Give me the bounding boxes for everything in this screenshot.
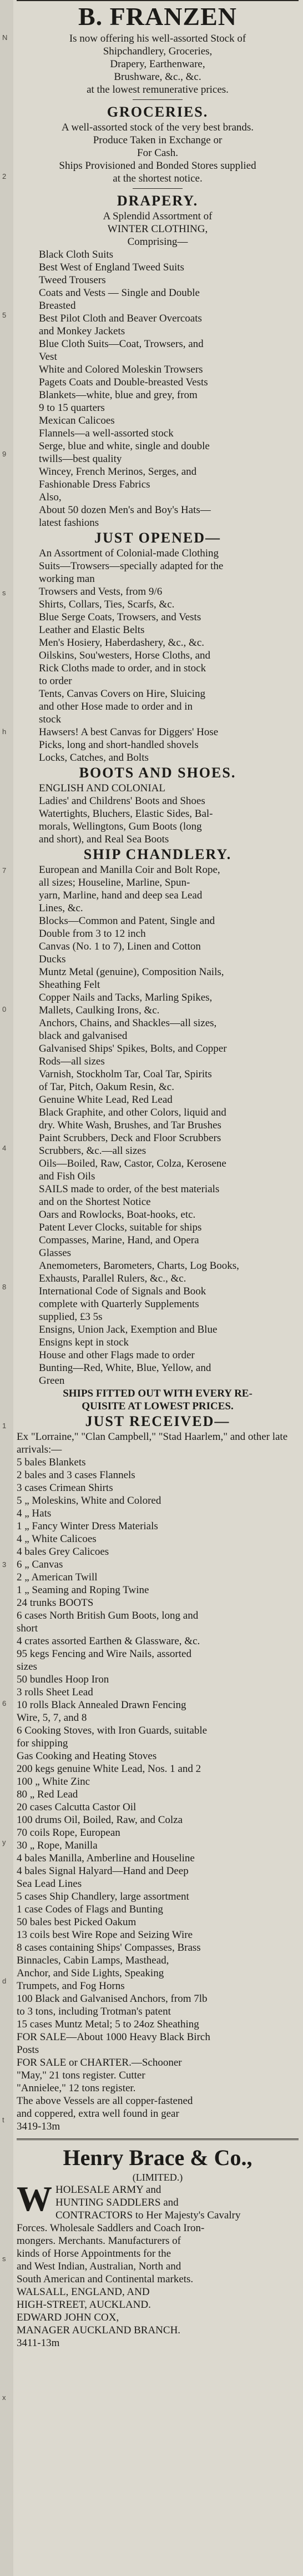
- received-item: 8 cases containing Ships' Compasses, Brass: [17, 1942, 201, 1954]
- chandlery-item: Glasses: [39, 1247, 72, 1259]
- intro-line: Brushware, &c., &c.: [114, 71, 201, 83]
- margin-mark: 3: [2, 1560, 7, 1569]
- received-item: 1 „ Seaming and Roping Twine: [17, 1584, 149, 1596]
- margin-mark: h: [2, 727, 7, 736]
- chandlery-item: SAILS made to order, of the best materials: [39, 1183, 220, 1195]
- just-opened-item: stock: [39, 714, 62, 725]
- chandlery-item: Copper Nails and Tacks, Marling Spikes,: [39, 992, 213, 1003]
- chandlery-item: Bunting—Red, White, Blue, Yellow, and: [39, 1362, 211, 1374]
- chandlery-item: Compasses, Marine, Hand, and Opera: [39, 1234, 199, 1246]
- received-item: for shipping: [17, 1738, 68, 1749]
- henry-line: WALSALL, ENGLAND, AND: [17, 2286, 150, 2298]
- chandlery-item: Muntz Metal (genuine), Composition Nails,: [39, 966, 224, 978]
- just-opened-item: working man: [39, 573, 95, 585]
- drapery-item: Best West of England Tweed Suits: [39, 262, 184, 273]
- margin-mark: 5: [2, 311, 7, 319]
- received-item: 4 „ Hats: [17, 1508, 52, 1519]
- henry-body: [17, 2179, 299, 2349]
- just-opened-item: An Assortment of Colonial-made Clothing: [39, 548, 219, 559]
- chandlery-item: Anchors, Chains, and Shackles—all sizes,: [39, 1017, 217, 1029]
- chandlery-item: Mallets, Caulking Irons, &c.: [39, 1005, 160, 1016]
- received-item: 10 rolls Black Annealed Drawn Fencing: [17, 1699, 186, 1711]
- henry-line: South American and Continental markets.: [17, 2273, 194, 2285]
- chandlery-item: Oars and Rowlocks, Boat-hooks, etc.: [39, 1209, 196, 1221]
- chandlery-list: [17, 863, 299, 1387]
- chandlery-item: Ducks: [39, 953, 66, 965]
- intro-line: at the lowest remunerative prices.: [87, 84, 229, 96]
- sale-line: The above Vessels are all copper-fastened: [17, 2095, 193, 2107]
- received-item: 50 bales best Picked Oakum: [17, 1916, 137, 1928]
- margin-mark: d: [2, 1977, 7, 1985]
- drapery-item: Flannels—a well-assorted stock: [39, 428, 174, 439]
- chandlery-item: International Code of Signals and Book: [39, 1286, 206, 1297]
- sale-line: 3419-13m: [17, 2121, 60, 2132]
- drapery-item: Mexican Calicoes: [39, 415, 115, 426]
- received-item: 13 coils best Wire Rope and Seizing Wire: [17, 1929, 193, 1941]
- henry-brace-advert: [17, 2138, 299, 2349]
- chandlery-item: Sheathing Felt: [39, 979, 100, 991]
- drapery-item: About 50 dozen Men's and Boy's Hats—: [39, 504, 211, 516]
- received-item: Gas Cooking and Heating Stoves: [17, 1750, 157, 1762]
- just-opened-item: Blue Serge Coats, Trowsers, and Vests: [39, 611, 201, 623]
- fitted-out-notice: [17, 1387, 299, 1413]
- left-margin-strip: [0, 0, 13, 2576]
- boots-item: and short), and Real Sea Boots: [39, 833, 169, 845]
- drapery-list: [17, 248, 299, 529]
- fitted-out-line: SHIPS FITTED OUT WITH EVERY RE-: [63, 1388, 252, 1399]
- fitted-out-line: QUISITE AT LOWEST PRICES.: [82, 1400, 234, 1412]
- received-item: 3 rolls Sheet Lead: [17, 1686, 93, 1698]
- drapery-heading: DRAPERY.: [117, 193, 199, 209]
- chandlery-heading: SHIP CHANDLERY.: [83, 846, 232, 862]
- just-opened-item: and other Hose made to order and in: [39, 701, 193, 712]
- just-opened-item: Rick Cloths made to order, and in stock: [39, 662, 206, 674]
- received-item: 2 bales and 3 cases Flannels: [17, 1469, 135, 1481]
- groceries-line: For Cash.: [137, 147, 178, 159]
- drapery-item: Breasted: [39, 300, 76, 312]
- received-item: 95 kegs Fencing and Wire Nails, assorted: [17, 1648, 191, 1660]
- chandlery-item: Paint Scrubbers, Deck and Floor Scrubbers: [39, 1132, 221, 1144]
- received-item: to 3 tons, including Trotman's patent: [17, 2006, 171, 2017]
- just-opened-item: to order: [39, 675, 72, 687]
- boots-item: morals, Wellingtons, Gum Boots (long: [39, 821, 202, 832]
- henry-limited: (LIMITED.): [132, 2172, 183, 2183]
- chandlery-item: Genuine White Lead, Red Lead: [39, 1094, 173, 1106]
- received-item: 200 kegs genuine White Lead, Nos. 1 and 2: [17, 1763, 201, 1775]
- received-item: short: [17, 1623, 38, 1634]
- henry-line: CONTRACTORS to Her Majesty's Cavalry: [55, 2210, 241, 2221]
- received-item: 1 „ Fancy Winter Dress Materials: [17, 1520, 158, 1532]
- drapery-item: Black Cloth Suits: [39, 249, 114, 260]
- chandlery-item: European and Manilla Coir and Bolt Rope,: [39, 864, 220, 876]
- boots-item: Ladies' and Childrens' Boots and Shoes: [39, 795, 205, 807]
- drapery-intro-line: Comprising—: [127, 236, 188, 248]
- received-item: 5 cases Ship Chandlery, large assortment: [17, 1891, 189, 1902]
- received-item: 5 „ Moleskins, White and Colored: [17, 1495, 161, 1507]
- boots-list: [17, 782, 299, 846]
- margin-mark: 6: [2, 1699, 7, 1708]
- received-item: 3 cases Crimean Shirts: [17, 1482, 113, 1494]
- received-item: 4 crates assorted Earthen & Glassware, &c.: [17, 1635, 200, 1647]
- received-item: Anchor, and Side Lights, Speaking: [17, 1967, 164, 1979]
- chandlery-item: Galvanised Ships' Spikes, Bolts, and Copper: [39, 1043, 227, 1054]
- henry-title: Henry Brace & Co.,: [63, 2145, 252, 2170]
- received-item: FOR SALE—About 1000 Heavy Black Birch: [17, 2031, 210, 2043]
- chandlery-item: Ensigns kept in stock: [39, 1337, 129, 1348]
- advertisement-column: [17, 0, 299, 2576]
- henry-line: HIGH-STREET, AUCKLAND.: [17, 2299, 151, 2311]
- received-item: 30 „ Rope, Manilla: [17, 1840, 98, 1851]
- groceries-line: at the shortest notice.: [113, 173, 203, 184]
- drapery-item: Blue Cloth Suits—Coat, Trowsers, and: [39, 338, 204, 350]
- sale-charter-notice: [17, 2056, 299, 2133]
- just-opened-heading: JUST OPENED—: [94, 530, 221, 546]
- received-item: 100 Black and Galvanised Anchors, from 7lb: [17, 1993, 208, 2005]
- chandlery-item: Ensigns, Union Jack, Exemption and Blue: [39, 1324, 218, 1335]
- franzen-intro: [17, 32, 299, 96]
- henry-line: and West Indian, Australian, North and: [17, 2261, 181, 2272]
- chandlery-item: black and galvanised: [39, 1030, 128, 1042]
- henry-dropcap: W: [17, 2179, 52, 2218]
- received-list: [17, 1456, 299, 2056]
- boots-item: Watertights, Bluchers, Elastic Sides, Bal-: [39, 808, 213, 820]
- divider: [133, 99, 183, 100]
- chandlery-item: Double from 3 to 12 inch: [39, 928, 146, 940]
- chandlery-item: Black Graphite, and other Colors, liquid and: [39, 1107, 226, 1118]
- chandlery-item: Oils—Boiled, Raw, Castor, Colza, Kerosene: [39, 1158, 226, 1169]
- intro-line: Shipchandlery, Groceries,: [103, 46, 213, 57]
- drapery-item: latest fashions: [39, 517, 99, 529]
- sale-line: "Annielee," 12 tons register.: [17, 2082, 136, 2094]
- received-item: 6 „ Canvas: [17, 1559, 63, 1570]
- received-item: Posts: [17, 2044, 39, 2056]
- chandlery-item: Blocks—Common and Patent, Single and: [39, 915, 215, 927]
- just-opened-item: Trowsers and Vests, from 9/6: [39, 586, 163, 597]
- chandlery-item: all sizes; Houseline, Marline, Spun-: [39, 877, 190, 888]
- sale-line: FOR SALE or CHARTER.—Schooner: [17, 2057, 182, 2068]
- drapery-item: Pagets Coats and Double-breasted Vests: [39, 376, 208, 388]
- henry-line: MANAGER AUCKLAND BRANCH.: [17, 2324, 181, 2336]
- boots-item: ENGLISH AND COLONIAL: [39, 782, 165, 794]
- received-item: 6 Cooking Stoves, with Iron Guards, suitable: [17, 1725, 208, 1736]
- received-item: 100 drums Oil, Boiled, Raw, and Colza: [17, 1814, 183, 1826]
- margin-mark: 4: [2, 1144, 7, 1152]
- sale-line: and coppered, extra well found in gear: [17, 2108, 179, 2120]
- henry-line: mongers. Merchants. Manufacturers of: [17, 2235, 181, 2247]
- received-item: 5 bales Blankets: [17, 1457, 86, 1468]
- boots-heading: BOOTS AND SHOES.: [79, 765, 236, 781]
- just-opened-item: Oilskins, Sou'westers, Horse Cloths, and: [39, 650, 211, 661]
- received-heading: JUST RECEIVED—: [85, 1413, 230, 1429]
- received-item: 20 cases Calcutta Castor Oil: [17, 1801, 137, 1813]
- received-item: 15 cases Muntz Metal; 5 to 24oz Sheathing: [17, 2018, 199, 2030]
- chandlery-item: of Tar, Pitch, Oakum Resin, &c.: [39, 1081, 174, 1093]
- just-opened-item: Shirts, Collars, Ties, Scarfs, &c.: [39, 599, 175, 610]
- chandlery-item: Varnish, Stockholm Tar, Coal Tar, Spirits: [39, 1068, 212, 1080]
- intro-line: Is now offering his well-assorted Stock of: [69, 33, 246, 44]
- margin-mark: 8: [2, 1283, 7, 1291]
- drapery-item: twills—best quality: [39, 453, 122, 465]
- just-opened-item: Suits—Trowsers—specially adapted for the: [39, 560, 224, 572]
- margin-mark: x: [2, 2393, 6, 2402]
- chandlery-item: Anemometers, Barometers, Charts, Log Books,: [39, 1260, 239, 1272]
- just-opened-list: [17, 547, 299, 764]
- henry-line: kinds of Horse Appointments for the: [17, 2248, 171, 2259]
- received-item: 4 bales Manilla, Amberline and Houseline: [17, 1852, 195, 1864]
- sale-line: "May," 21 tons register. Cutter: [17, 2070, 145, 2081]
- chandlery-item: dry. White Wash, Brushes, and Tar Brushes: [39, 1119, 221, 1131]
- drapery-item: and Monkey Jackets: [39, 325, 125, 337]
- chandlery-item: Patent Lever Clocks, suitable for ships: [39, 1222, 202, 1233]
- received-item: 4 „ White Calicoes: [17, 1533, 97, 1545]
- chandlery-item: and on the Shortest Notice: [39, 1196, 151, 1208]
- margin-mark: 2: [2, 172, 7, 180]
- henry-line: Forces. Wholesale Saddlers and Coach Iron-: [17, 2222, 205, 2234]
- margin-mark: y: [2, 1838, 6, 1846]
- just-opened-item: Men's Hosiery, Haberdashery, &c., &c.: [39, 637, 205, 649]
- henry-line: HOLESALE ARMY and: [55, 2184, 161, 2196]
- chandlery-item: Scrubbers, &c.—all sizes: [39, 1145, 147, 1157]
- drapery-intro-line: WINTER CLOTHING,: [107, 223, 208, 235]
- chandlery-item: complete with Quarterly Supplements: [39, 1298, 199, 1310]
- drapery-item: Wincey, French Merinos, Serges, and: [39, 466, 197, 478]
- henry-line: 3411-13m: [17, 2337, 60, 2349]
- received-item: 50 bundles Hoop Iron: [17, 1674, 109, 1685]
- drapery-item: Best Pilot Cloth and Beaver Overcoats: [39, 313, 202, 324]
- drapery-item: Fashionable Dress Fabrics: [39, 479, 150, 490]
- received-item: 80 „ Red Lead: [17, 1789, 78, 1800]
- just-opened-item: Picks, long and short-handled shovels: [39, 739, 199, 751]
- received-item: Sea Lead Lines: [17, 1878, 82, 1890]
- chandlery-item: Lines, &c.: [39, 902, 83, 914]
- chandlery-item: Canvas (No. 1 to 7), Linen and Cotton: [39, 941, 201, 952]
- margin-mark: N: [2, 33, 8, 42]
- drapery-item: Serge, blue and white, single and double: [39, 440, 210, 452]
- chandlery-item: House and other Flags made to order: [39, 1349, 195, 1361]
- received-item: Trumpets, and Fog Horns: [17, 1980, 125, 1992]
- chandlery-item: yarn, Marline, hand and deep sea Lead: [39, 890, 203, 901]
- margin-mark: s: [2, 589, 6, 597]
- drapery-intro-line: A Splendid Assortment of: [103, 210, 213, 222]
- drapery-intro: [17, 210, 299, 248]
- divider: [133, 188, 183, 189]
- henry-line: HUNTING SADDLERS and: [55, 2197, 179, 2208]
- received-item: 70 coils Rope, European: [17, 1827, 120, 1839]
- received-item: 24 trunks BOOTS: [17, 1597, 94, 1609]
- margin-mark: 0: [2, 1005, 7, 1013]
- margin-mark: 9: [2, 450, 7, 458]
- chandlery-item: supplied, £3 5s: [39, 1311, 103, 1323]
- just-opened-item: Hawsers! A best Canvas for Diggers' Hose: [39, 726, 219, 738]
- received-item: sizes: [17, 1661, 37, 1673]
- drapery-item: Vest: [39, 351, 57, 363]
- margin-mark: 1: [2, 1422, 7, 1430]
- received-item: Binnacles, Cabin Lamps, Masthead,: [17, 1955, 169, 1966]
- received-item: 4 bales Signal Halyard—Hand and Deep: [17, 1865, 189, 1877]
- groceries-line: Produce Taken in Exchange or: [93, 134, 223, 146]
- drapery-item: 9 to 15 quarters: [39, 402, 105, 414]
- drapery-item: Also,: [39, 491, 62, 503]
- received-item: 1 case Codes of Flags and Bunting: [17, 1904, 163, 1915]
- chandlery-item: and Fish Oils: [39, 1171, 95, 1182]
- chandlery-item: Rods—all sizes: [39, 1056, 105, 1067]
- franzen-name: B. FRANZEN: [78, 2, 238, 31]
- received-item: 100 „ White Zinc: [17, 1776, 90, 1787]
- drapery-item: Blankets—white, blue and grey, from: [39, 389, 198, 401]
- chandlery-item: Green: [39, 1375, 65, 1387]
- just-opened-item: Locks, Catches, and Bolts: [39, 752, 149, 764]
- drapery-item: Coats and Vests — Single and Double: [39, 287, 200, 299]
- margin-mark: 7: [2, 866, 7, 875]
- groceries-line: A well-assorted stock of the very best brands.: [61, 122, 254, 133]
- henry-line: EDWARD JOHN COX,: [17, 2312, 119, 2323]
- chandlery-item: Exhausts, Parallel Rulers, &c., &c.: [39, 1273, 186, 1284]
- margin-mark: t: [2, 2116, 4, 2124]
- received-item: Wire, 5, 7, and 8: [17, 1712, 87, 1724]
- received-item: 6 cases North British Gum Boots, long and: [17, 1610, 199, 1621]
- drapery-item: White and Colored Moleskin Trowsers: [39, 364, 203, 375]
- received-item: 4 bales Grey Calicoes: [17, 1546, 109, 1558]
- received-item: 2 „ American Twill: [17, 1571, 98, 1583]
- just-opened-item: Leather and Elastic Belts: [39, 624, 145, 636]
- drapery-item: Tweed Trousers: [39, 274, 106, 286]
- groceries-section: [17, 121, 299, 185]
- just-opened-item: Tents, Canvas Covers on Hire, Sluicing: [39, 688, 205, 700]
- margin-mark: s: [2, 2254, 6, 2263]
- received-intro: Ex "Lorraine," "Clan Campbell," "Stad Haarlem," and other late arrivals:—: [17, 1431, 288, 1455]
- groceries-heading: GROCERIES.: [107, 104, 209, 120]
- groceries-line: Ships Provisioned and Bonded Stores supplied: [59, 160, 256, 172]
- intro-line: Drapery, Earthenware,: [110, 58, 205, 70]
